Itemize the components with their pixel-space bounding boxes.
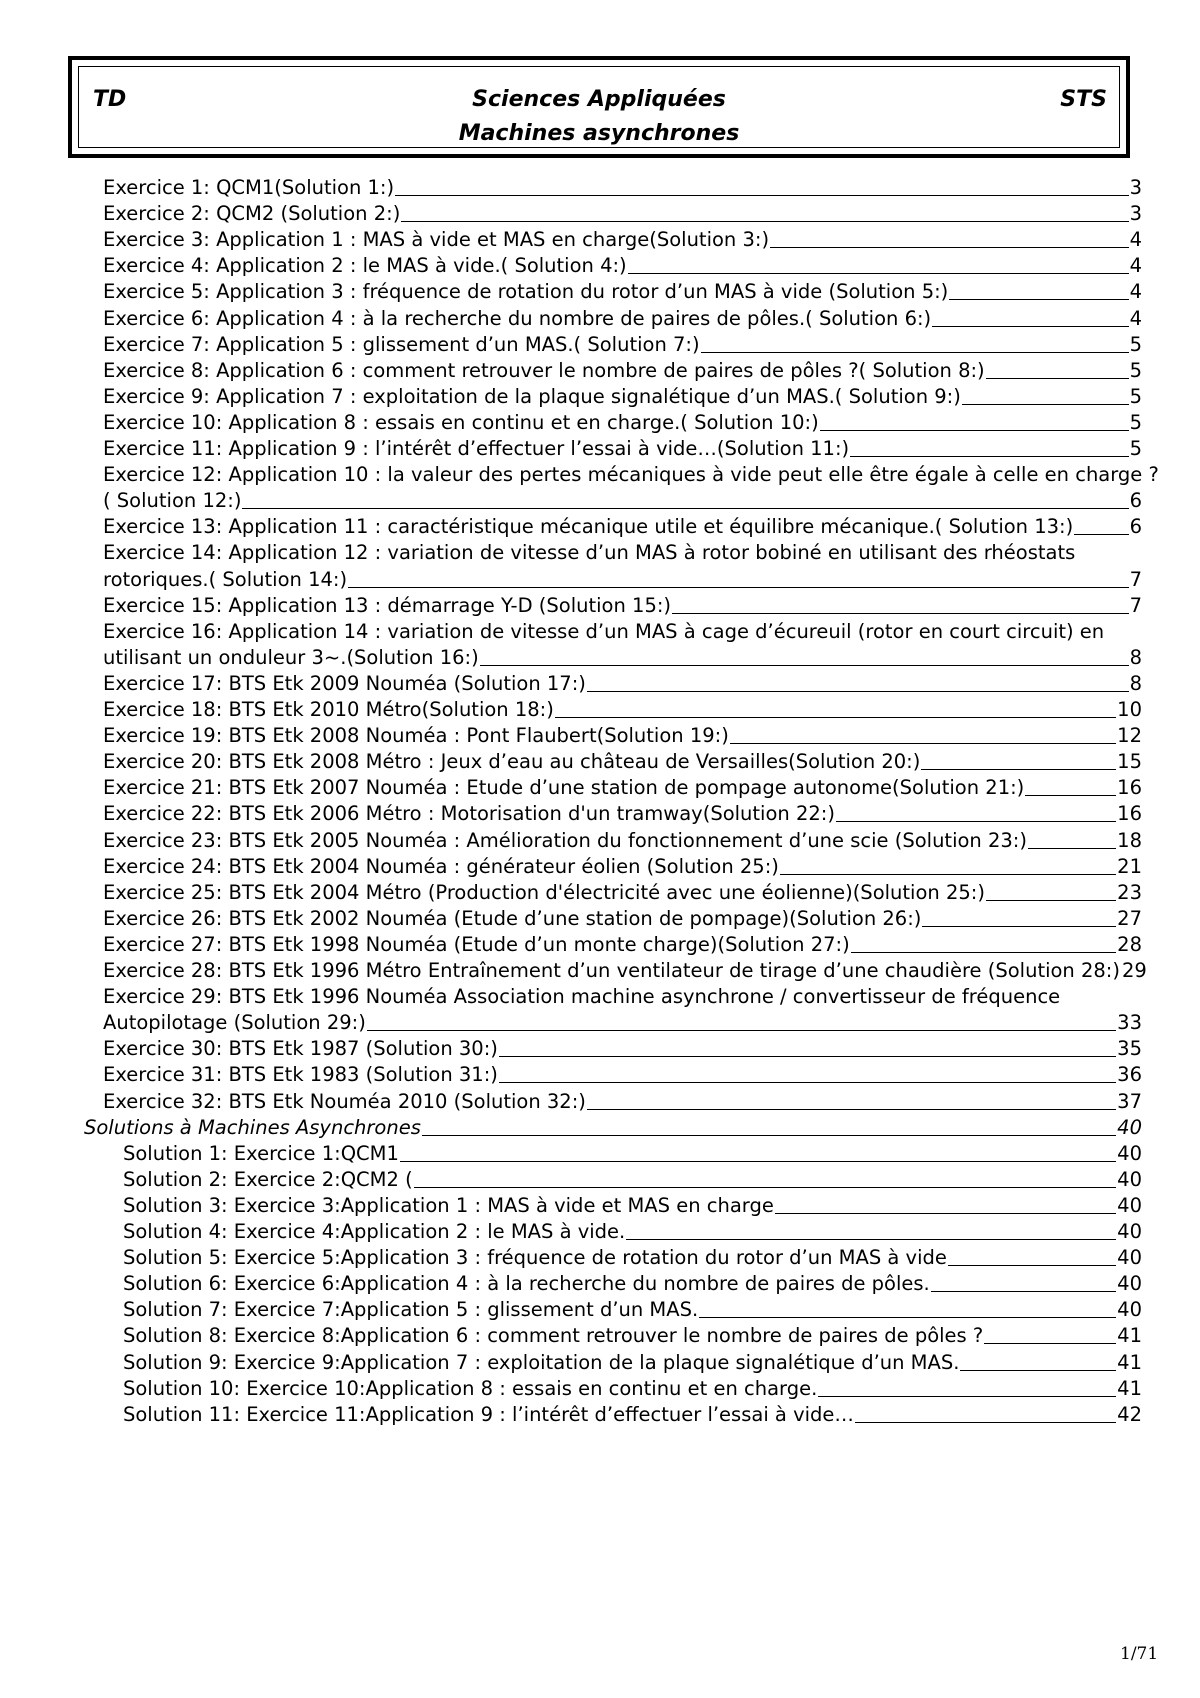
- page-number: 1/71: [1120, 1644, 1159, 1664]
- toc-leader-line: [770, 246, 1129, 248]
- toc-leader-line: [628, 272, 1129, 274]
- toc-entry-page: 5: [1129, 384, 1142, 408]
- toc-entry[interactable]: [123, 1351, 1142, 1375]
- toc-entry[interactable]: [103, 280, 1142, 304]
- toc-entry[interactable]: [103, 1063, 1142, 1087]
- toc-entry-page: 40: [1117, 1167, 1142, 1191]
- toc-entry[interactable]: [103, 1011, 1142, 1035]
- toc-entry-title: Exercice 5: Application 3 : fréquence de rotation du rotor d’un MAS à vide (Solution 5:): [103, 280, 949, 304]
- toc-entry-page: 29: [1121, 959, 1147, 982]
- toc-entry[interactable]: [103, 802, 1142, 826]
- toc-entry-title: Exercice 27: BTS Etk 1998 Nouméa (Etude d’un monte charge)(Solution 27:): [103, 932, 850, 956]
- toc-entry-page: 33: [1117, 1011, 1142, 1035]
- toc-entry-page: 21: [1117, 854, 1142, 878]
- toc-leader-line: [820, 429, 1129, 431]
- header-left-label: TD: [93, 87, 127, 112]
- toc-entry-title: Exercice 26: BTS Etk 2002 Nouméa (Etude d’une station de pompage)(Solution 26:): [103, 906, 922, 930]
- header-subtitle: Machines asynchrones: [458, 121, 740, 146]
- toc-leader-line: [1074, 533, 1128, 535]
- toc-leader-line: [984, 1342, 1116, 1344]
- toc-entry-title: Exercice 28: BTS Etk 1996 Métro Entraînement d’un ventilateur de tirage d’une chaudière (Solution 28:): [103, 959, 1120, 982]
- toc-leader-line: [851, 951, 1116, 953]
- toc-entry-title: Solution 8: Exercice 8:Application 6 : comment retrouver le nombre de paires de pôles ?: [123, 1324, 984, 1348]
- toc-leader-line: [986, 899, 1116, 901]
- toc-entry-title: Solution 11: Exercice 11:Application 9 : l’intérêt d’effectuer l’essai à vide…: [123, 1402, 854, 1426]
- toc-leader-line: [400, 1160, 1116, 1162]
- toc-leader-line: [587, 1108, 1116, 1110]
- toc-leader-line: [921, 768, 1116, 770]
- header-inner-frame: [78, 66, 1120, 148]
- toc-leader-line: [775, 1212, 1116, 1214]
- toc-entry[interactable]: [103, 515, 1142, 539]
- toc-entry[interactable]: [103, 411, 1142, 435]
- toc-entry[interactable]: [103, 489, 1142, 513]
- toc-entry-page: 40: [1117, 1115, 1142, 1139]
- toc-entry-page: 4: [1129, 280, 1142, 304]
- toc-entry[interactable]: [123, 1377, 1142, 1401]
- toc-entry-title: Solution 4: Exercice 4:Application 2 : le MAS à vide.: [123, 1220, 626, 1243]
- toc-entry-page: 10: [1117, 698, 1142, 721]
- toc-entry-page: 6: [1129, 489, 1142, 513]
- toc-entry-page: 3: [1129, 176, 1142, 199]
- toc-entry-title: Solution 6: Exercice 6:Application 4 : à la recherche du nombre de paires de pôles.: [123, 1272, 930, 1296]
- toc-leader-line: [367, 1029, 1116, 1031]
- toc-leader-line: [949, 298, 1128, 300]
- toc-entry-title-line1[interactable]: Exercice 14: Application 12 : variation de vitesse d’un MAS à rotor bobiné en utilisant des rhéostats: [103, 541, 1076, 565]
- toc-entry-title: Exercice 9: Application 7 : exploitation de la plaque signalétique d’un MAS.( Solution 9:): [103, 384, 961, 408]
- toc-entry-title: Exercice 6: Application 4 : à la recherche du nombre de paires de pôles.( Solution 6:): [103, 306, 932, 330]
- toc-leader-line: [922, 925, 1116, 927]
- toc-leader-line: [699, 1316, 1116, 1318]
- toc-leader-line: [395, 194, 1128, 196]
- toc-entry[interactable]: [123, 1246, 1142, 1270]
- toc-entry-page: 4: [1129, 228, 1142, 252]
- toc-entry-title: Exercice 3: Application 1 : MAS à vide et MAS en charge(Solution 3:): [103, 228, 770, 252]
- toc-leader-line: [948, 1264, 1116, 1266]
- toc-leader-line: [962, 403, 1129, 405]
- toc-entry[interactable]: [103, 829, 1142, 853]
- toc-entry[interactable]: [103, 333, 1142, 357]
- toc-entry[interactable]: [103, 202, 1142, 226]
- toc-entry-page: 37: [1117, 1089, 1142, 1113]
- toc-entry-title: Exercice 19: BTS Etk 2008 Nouméa : Pont Flaubert(Solution 19:): [103, 724, 729, 748]
- toc-entry-page: 40: [1117, 1193, 1142, 1217]
- toc-leader-line: [414, 1186, 1116, 1188]
- toc-entry[interactable]: [103, 568, 1142, 592]
- toc-entry[interactable]: [103, 855, 1142, 879]
- toc-leader-line: [701, 351, 1129, 353]
- toc-entry-title: Exercice 11: Application 9 : l’intérêt d’effectuer l’essai à vide…(Solution 11:): [103, 437, 850, 460]
- toc-entry-title: Exercice 20: BTS Etk 2008 Métro : Jeux d’eau au château de Versailles(Solution 20:): [103, 750, 921, 774]
- toc-entry-title: Exercice 18: BTS Etk 2010 Métro(Solution 18:): [103, 698, 554, 721]
- header-right-label: STS: [1060, 87, 1107, 112]
- toc-entry[interactable]: [103, 933, 1142, 957]
- toc-entry[interactable]: [103, 359, 1142, 383]
- toc-entry[interactable]: [123, 1194, 1142, 1218]
- toc-entry-page: 5: [1129, 410, 1142, 434]
- toc-entry-page: 23: [1117, 880, 1142, 904]
- toc-entry-title: Solutions à Machines Asynchrones: [84, 1115, 421, 1139]
- toc-leader-line: [626, 1238, 1116, 1240]
- toc-entry-title: Exercice 23: BTS Etk 2005 Nouméa : Amélioration du fonctionnement d’une scie (Solution 23:): [103, 828, 1027, 852]
- toc-entry[interactable]: [123, 1403, 1142, 1427]
- toc-entry-title: Exercice 2: QCM2 (Solution 2:): [103, 202, 401, 226]
- toc-entry[interactable]: [103, 672, 1142, 696]
- toc-entry-title: Exercice 1: QCM1(Solution 1:): [103, 176, 395, 199]
- toc-entry-title: rotoriques.( Solution 14:): [103, 567, 348, 591]
- toc-entry-page: 12: [1117, 724, 1142, 748]
- toc-entry-title: Solution 7: Exercice 7:Application 5 : glissement d’un MAS.: [123, 1298, 699, 1322]
- toc-entry-page: 36: [1117, 1063, 1142, 1087]
- toc-entry-page: 4: [1129, 306, 1142, 330]
- toc-entry-page: 5: [1129, 437, 1142, 460]
- toc-entry-page: 40: [1117, 1246, 1142, 1270]
- toc-entry[interactable]: [103, 1037, 1142, 1061]
- toc-leader-line: [348, 586, 1129, 588]
- toc-entry-page: 3: [1129, 202, 1142, 226]
- toc-entry-title-line1[interactable]: Exercice 12: Application 10 : la valeur des pertes mécaniques à vide peut elle être égale à celle en charge ?: [103, 463, 1159, 487]
- toc-entry-page: 4: [1129, 254, 1142, 278]
- toc-entry-page: 41: [1117, 1376, 1142, 1400]
- toc-leader-line: [960, 1369, 1116, 1371]
- toc-entry[interactable]: [84, 1116, 1142, 1140]
- toc-leader-line: [587, 690, 1129, 692]
- toc-leader-line: [401, 220, 1128, 222]
- toc-entry-title: Exercice 22: BTS Etk 2006 Métro : Motorisation d'un tramway(Solution 22:): [103, 802, 835, 826]
- toc-entry-title: utilisant un onduleur 3~.(Solution 16:): [103, 645, 479, 669]
- toc-entry-title: ( Solution 12:): [103, 489, 242, 513]
- toc-entry-page: 7: [1129, 593, 1142, 617]
- toc-leader-line: [499, 1055, 1116, 1057]
- toc-entry-page: 18: [1117, 828, 1142, 852]
- toc-entry-title: Solution 5: Exercice 5:Application 3 : fréquence de rotation du rotor d’un MAS à vide: [123, 1246, 947, 1270]
- toc-entry[interactable]: [103, 1090, 1142, 1114]
- toc-entry-title: Exercice 31: BTS Etk 1983 (Solution 31:): [103, 1063, 498, 1087]
- toc-entry-page: 41: [1117, 1350, 1142, 1374]
- toc-entry-title: Solution 1: Exercice 1:QCM1: [123, 1141, 399, 1165]
- toc-leader-line: [818, 1395, 1116, 1397]
- toc-entry-page: 5: [1129, 358, 1142, 382]
- toc-leader-line: [855, 1421, 1116, 1423]
- toc-leader-line: [555, 716, 1116, 718]
- header-title: Sciences Appliquées: [472, 87, 726, 112]
- toc-entry-page: 41: [1117, 1324, 1142, 1348]
- toc-entry-page: 8: [1129, 671, 1142, 695]
- toc-entry-page: 42: [1117, 1402, 1142, 1426]
- toc-entry-title: Exercice 30: BTS Etk 1987 (Solution 30:): [103, 1037, 498, 1061]
- toc-entry-page: 15: [1117, 750, 1142, 774]
- toc-leader-line: [850, 455, 1128, 457]
- toc-entry-title: Exercice 8: Application 6 : comment retrouver le nombre de paires de pôles ?( Solution 8:): [103, 358, 985, 382]
- toc-leader-line: [986, 377, 1129, 379]
- toc-entry-page: 28: [1117, 932, 1142, 956]
- toc-entry-title: Exercice 21: BTS Etk 2007 Nouméa : Etude d’une station de pompage autonome(Solution 21:): [103, 776, 1025, 800]
- toc-entry-page: 16: [1117, 776, 1142, 800]
- toc-entry[interactable]: [103, 750, 1142, 774]
- toc-entry[interactable]: [103, 594, 1142, 618]
- toc-leader-line: [730, 742, 1116, 744]
- toc-entry-page: 40: [1117, 1220, 1142, 1243]
- toc-entry-title: Exercice 10: Application 8 : essais en continu et en charge.( Solution 10:): [103, 410, 819, 434]
- toc-entry[interactable]: [103, 959, 1147, 983]
- toc-entry-title: Solution 10: Exercice 10:Application 8 : essais en continu et en charge.: [123, 1376, 818, 1400]
- toc-entry[interactable]: [103, 698, 1142, 722]
- toc-entry[interactable]: [103, 646, 1142, 670]
- toc-leader-line: [672, 612, 1129, 614]
- toc-entry-title: Solution 2: Exercice 2:QCM2 (: [123, 1167, 413, 1191]
- toc-entry-title: Exercice 13: Application 11 : caractéristique mécanique utile et équilibre mécanique.( Solution 13:): [103, 515, 1074, 539]
- toc-entry[interactable]: [103, 385, 1142, 409]
- toc-leader-line: [1028, 847, 1116, 849]
- toc-entry[interactable]: [123, 1324, 1142, 1348]
- toc-entry-title: Autopilotage (Solution 29:): [103, 1011, 366, 1035]
- toc-leader-line: [242, 507, 1128, 509]
- toc-entry-page: 40: [1117, 1298, 1142, 1322]
- toc-entry-title: Exercice 7: Application 5 : glissement d’un MAS.( Solution 7:): [103, 332, 700, 356]
- toc-entry[interactable]: [103, 228, 1142, 252]
- toc-entry[interactable]: [103, 307, 1142, 331]
- toc-entry-page: 16: [1117, 802, 1142, 826]
- toc-entry-title-line1[interactable]: Exercice 16: Application 14 : variation de vitesse d’un MAS à cage d’écureuil (rotor en court circuit) en: [103, 619, 1105, 643]
- toc-entry-title: Solution 3: Exercice 3:Application 1 : MAS à vide et MAS en charge: [123, 1193, 774, 1217]
- toc-entry-page: 27: [1117, 906, 1142, 930]
- toc-entry[interactable]: [103, 776, 1142, 800]
- toc-entry-page: 6: [1129, 515, 1142, 539]
- toc-leader-line: [480, 664, 1129, 666]
- toc-entry-title: Exercice 24: BTS Etk 2004 Nouméa : générateur éolien (Solution 25:): [103, 854, 779, 878]
- toc-entry-page: 40: [1117, 1141, 1142, 1165]
- toc-entry[interactable]: [123, 1168, 1142, 1192]
- toc-entry[interactable]: [103, 254, 1142, 278]
- toc-entry[interactable]: [123, 1272, 1142, 1296]
- toc-leader-line: [422, 1134, 1116, 1136]
- toc-entry[interactable]: [123, 1142, 1142, 1166]
- toc-entry[interactable]: [103, 176, 1142, 200]
- toc-entry[interactable]: [103, 724, 1142, 748]
- toc-entry[interactable]: [103, 907, 1142, 931]
- toc-entry-title: Exercice 15: Application 13 : démarrage Y-D (Solution 15:): [103, 593, 672, 617]
- toc-leader-line: [499, 1081, 1116, 1083]
- toc-entry-title: Exercice 4: Application 2 : le MAS à vide.( Solution 4:): [103, 254, 627, 278]
- toc-entry[interactable]: [123, 1298, 1142, 1322]
- toc-entry[interactable]: [103, 881, 1142, 905]
- document-header: [68, 56, 1130, 158]
- toc-entry-page: 7: [1129, 567, 1142, 591]
- toc-entry[interactable]: [123, 1220, 1142, 1244]
- toc-entry-title: Exercice 17: BTS Etk 2009 Nouméa (Solution 17:): [103, 671, 586, 695]
- toc-entry[interactable]: [103, 437, 1142, 461]
- toc-leader-line: [1025, 794, 1116, 796]
- toc-entry-title: Solution 9: Exercice 9:Application 7 : exploitation de la plaque signalétique d’un MAS.: [123, 1350, 960, 1374]
- toc-entry-page: 40: [1117, 1272, 1142, 1296]
- toc-leader-line: [836, 820, 1116, 822]
- toc-entry-title: Exercice 32: BTS Etk Nouméa 2010 (Solution 32:): [103, 1089, 586, 1113]
- toc-entry-page: 8: [1129, 645, 1142, 669]
- toc-entry-title: Exercice 25: BTS Etk 2004 Métro (Production d'électricité avec une éolienne)(Solution 25:): [103, 880, 985, 904]
- toc-entry-page: 5: [1129, 332, 1142, 356]
- toc-entry-page: 35: [1117, 1037, 1142, 1061]
- toc-entry-title-line1[interactable]: Exercice 29: BTS Etk 1996 Nouméa Association machine asynchrone / convertisseur de fréquence: [103, 985, 1061, 1009]
- toc-leader-line: [932, 325, 1128, 327]
- toc-leader-line: [780, 873, 1116, 875]
- toc-leader-line: [931, 1290, 1116, 1292]
